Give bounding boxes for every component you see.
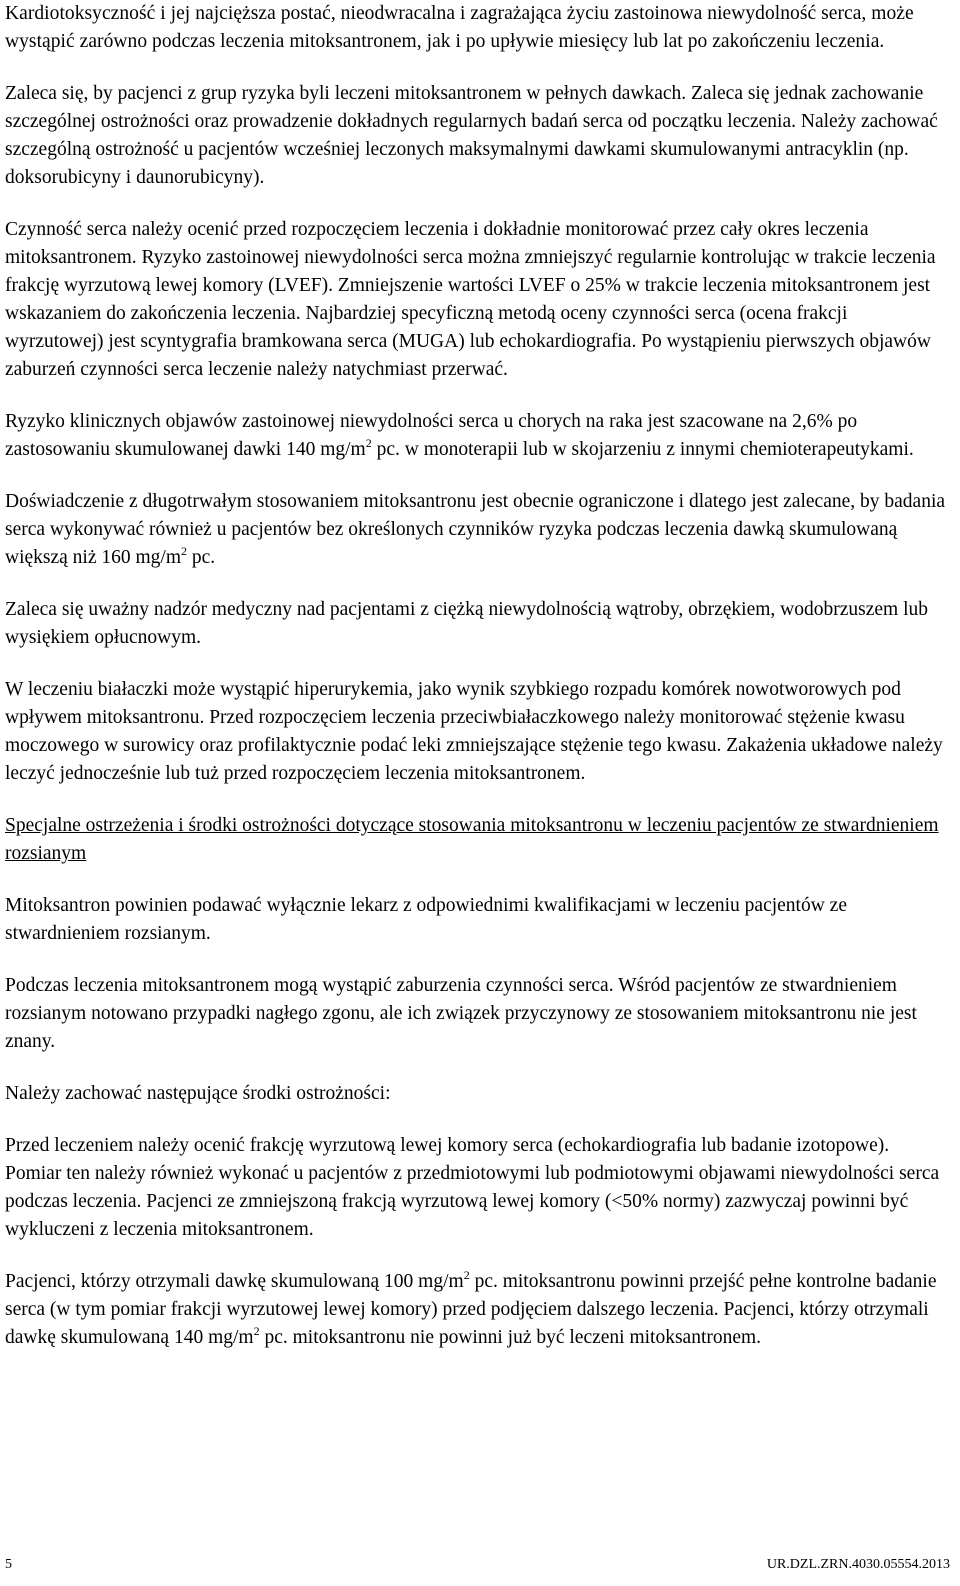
text-segment: Doświadczenie z długotrwałym stosowaniem mitoksantronu jest obecnie ograniczone i dlatego jest zalecane, by badania serca wykonywać również u pacjentów bez określonych czynników ryzyka podczas leczenia dawką skumulowaną większą niż 160 mg/m (5, 491, 946, 568)
paragraph-heart-monitoring: Czynność serca należy ocenić przed rozpoczęciem leczenia i dokładnie monitorować przez cały okres leczenia mitoksantronem. Ryzyko zastoinowej niewydolności serca można zmniejszyć regularnie kontrolując w trakcie leczenia frakcję wyrzutową lewej komory (LVEF). Zmniejszenie wartości LVEF o 25% w trakcie leczenia mitoksantronem jest wskazaniem do zakończenia leczenia. Najbardziej specyficzną metodą oceny czynności serca (ocena frakcji wyrzutowej) jest scyntygrafia bramkowana serca (MUGA) lub echokardiografia. Po wystąpieniu pierwszych objawów zaburzeń czynności serca leczenie należy natychmiast przerwać. (5, 219, 936, 380)
text-segment: pc. mitoksantronu nie powinni już być leczeni mitoksantronem. (259, 1327, 762, 1348)
superscript: 2 (463, 1268, 470, 1282)
paragraph-qualified-physician: Mitoksantron powinien podawać wyłącznie lekarz z odpowiednimi kwalifikacjami w leczeniu pacjentów ze stwardnieniem rozsianym. (5, 895, 847, 944)
text-segment: Ryzyko klinicznych objawów zastoinowej niewydolności serca u chorych na raka jest szacowane na 2,6% po zastosowaniu skumulowanej dawki 140 mg/m (5, 411, 858, 460)
superscript: 2 (365, 436, 372, 450)
document-reference: UR.DZL.ZRN.4030.05554.2013 (766, 1557, 950, 1572)
superscript: 2 (253, 1324, 260, 1338)
paragraph-hyperuricemia: W leczeniu białaczki może wystąpić hiperurykemia, jako wynik szybkiego rozpadu komórek nowotworowych pod wpływem mitoksantronu. Przed rozpoczęciem leczenia przeciwbiałaczkowego należy monitorować stężenie kwasu moczowego w surowicy oraz profilaktycznie podać leki zmniejszające stężenie tego kwasu. Zakażenia układowe należy leczyć jednocześnie lub tuż przed rozpoczęciem leczenia mitoksantronem. (5, 679, 943, 784)
paragraph-risk-groups: Zaleca się, by pacjenci z grup ryzyka byli leczeni mitoksantronem w pełnych dawkach. Zaleca się jednak zachowanie szczególnej ostrożności oraz prowadzenie dokładnych regularnych badań serca od początku leczenia. Należy zachować szczególną ostrożność u pacjentów wcześniej leczonych maksymalnymi dawkami skumulowanymi antracyklin (np. doksorubicyny i daunorubicyny). (5, 83, 938, 188)
paragraph-cardiotoxicity: Kardiotoksyczność i jej najcięższa postać, nieodwracalna i zagrażająca życiu zastoinowa niewydolność serca, może wystąpić zarówno podczas leczenia mitoksantronem, jak i po upływie miesięcy lub lat po zakończeniu leczenia. (5, 3, 914, 52)
superscript: 2 (181, 544, 188, 558)
page-footer (5, 1554, 950, 1576)
section-heading-multiple-sclerosis: Specjalne ostrzeżenia i środki ostrożności dotyczące stosowania mitoksantronu w leczeniu pacjentów ze stwardnieniem rozsianym (5, 815, 939, 864)
text-segment: pc. mitoksantronu powinni przejść pełne kontrolne badanie serca (w tym pomiar frakcji wyrzutowej lewej komory) przed podjęciem dalszego leczenia. Pacjenci, którzy otrzymali dawkę skumulowaną 140 mg/m (5, 1271, 937, 1348)
paragraph-cardiac-disorders: Podczas leczenia mitoksantronem mogą wystąpić zaburzenia czynności serca. Wśród pacjentów ze stwardnieniem rozsianym notowano przypadki nagłego zgonu, ale ich związek przyczynowy ze stosowaniem mitoksantronu nie jest znany. (5, 975, 917, 1052)
paragraph-liver-supervision: Zaleca się uważny nadzór medyczny nad pacjentami z ciężką niewydolnością wątroby, obrzękiem, wodobrzuszem lub wysiękiem opłucnowym. (5, 599, 928, 648)
document-page (5, 0, 949, 1376)
text-segment: Pacjenci, którzy otrzymali dawkę skumulowaną 100 mg/m (5, 1271, 464, 1292)
text-segment: pc. w monoterapii lub w skojarzeniu z innymi chemioterapeutykami. (371, 439, 914, 460)
page-number: 5 (5, 1557, 12, 1572)
paragraph-precautions-intro: Należy zachować następujące środki ostrożności: (5, 1083, 391, 1104)
paragraph-ejection-fraction: Przed leczeniem należy ocenić frakcję wyrzutową lewej komory serca (echokardiografia lub badanie izotopowe). Pomiar ten należy również wykonać u pacjentów z przedmiotowymi lub podmiotowymi objawami niewydolności serca podczas leczenia. Pacjenci ze zmniejszoną frakcją wyrzutową lewej komory (<50% normy) zazwyczaj powinni być wykluczeni z leczenia mitoksantronem. (5, 1135, 940, 1240)
paragraph-cumulative-dose (5, 1268, 949, 1352)
paragraph-long-term-experience (5, 488, 949, 572)
paragraph-heart-failure-risk (5, 408, 949, 464)
text-segment: pc. (187, 547, 216, 568)
